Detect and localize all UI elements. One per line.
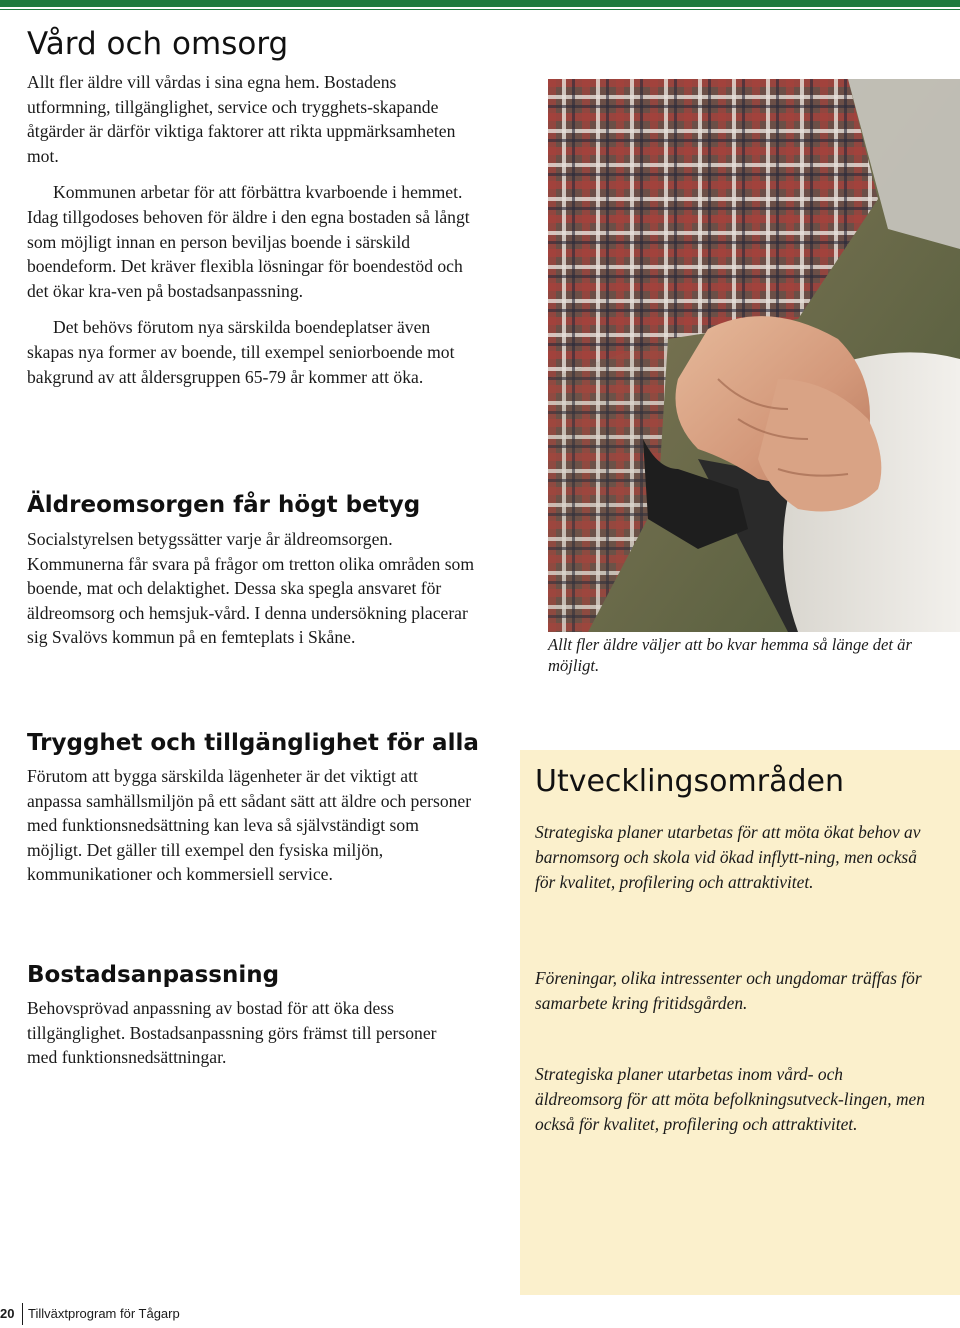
- paragraph: Det behövs förutom nya särskilda boendeplatser även skapas nya former av boende, till exempel seniorboende mot bakgrund av att åldersgruppen 65-79 år kommer att öka.: [27, 317, 455, 387]
- section-body-vard: [27, 70, 472, 389]
- section-title-aldre: Äldreomsorgen får högt betyg: [27, 492, 421, 518]
- section-title-trygghet: Trygghet och tillgänglighet för alla: [27, 730, 479, 756]
- paragraph: Kommunen arbetar för att förbättra kvarboende i hemmet. Idag tillgodoses behoven för äldre i den egna bostaden så långt som möjligt innan en person beviljas boende i särskild boendeform. Det kräver flexibla lösningar för boendestöd och det ökar kra-ven på bostadsanpassning.: [27, 182, 470, 301]
- top-rule-thin: [0, 9, 960, 10]
- paragraph: Allt fler äldre vill vårdas i sina egna hem. Bostadens utformning, tillgänglighet, service och trygghets-skapande åtgärder är därför viktiga faktorer att rikta uppmärksamheten mot.: [27, 72, 456, 166]
- paragraph: Socialstyrelsen betygssätter varje år äldreomsorgen. Kommunerna får svara på frågor om tretton olika områden som boende, mat och delaktighet. Dessa ska spegla ansvaret för äldreomsorg och hemsjuk-vård. I denna undersökning placerar sig Svalövs kommun på en femteplats i Skåne.: [27, 529, 475, 648]
- box-title: Utvecklingsområden: [535, 764, 844, 799]
- top-rule: [0, 0, 960, 7]
- section-body-aldre: [27, 527, 477, 650]
- box-item: Strategiska planer utarbetas inom vård- och äldreomsorg för att möta befolkningsutveck-lingen, men också för kvalitet, profilering och attraktivitet.: [535, 1064, 925, 1134]
- paragraph: Behovsprövad anpassning av bostad för att öka dess tillgänglighet. Bostadsanpassning görs främst till personer med funktionsnedsättningar.: [27, 998, 437, 1068]
- box-item: Strategiska planer utarbetas för att möta ökat behov av barnomsorg och skola vid ökad inflytt-ning, men också för kvalitet, profilering och attraktivitet.: [535, 822, 921, 892]
- hands-photo-illustration: [548, 79, 960, 632]
- development-areas-box: [520, 750, 960, 1295]
- section-title-vard: Vård och omsorg: [27, 26, 289, 62]
- photo-caption: Allt fler äldre väljer att bo kvar hemma så länge det är möjligt.: [548, 635, 912, 675]
- section-title-bostad: Bostadsanpassning: [27, 962, 280, 988]
- paragraph: Förutom att bygga särskilda lägenheter är det viktigt att anpassa samhällsmiljön på ett sådant sätt att äldre och personer med funktionsnedsättning kan leva så självständigt som möjligt. Det gäller till exempel den fysiska miljön, kommunikationer och kommersiell service.: [27, 766, 472, 885]
- footer-label: Tillväxtprogram för Tågarp: [28, 1306, 180, 1321]
- photo-elderly-hands: [548, 79, 960, 632]
- page-number: 20: [0, 1306, 15, 1321]
- section-body-bostad: [27, 996, 467, 1070]
- box-item: Föreningar, olika intressenter och ungdomar träffas för samarbete kring fritidsgården.: [535, 968, 922, 1013]
- footer-divider: [22, 1303, 23, 1325]
- section-body-trygghet: [27, 764, 475, 887]
